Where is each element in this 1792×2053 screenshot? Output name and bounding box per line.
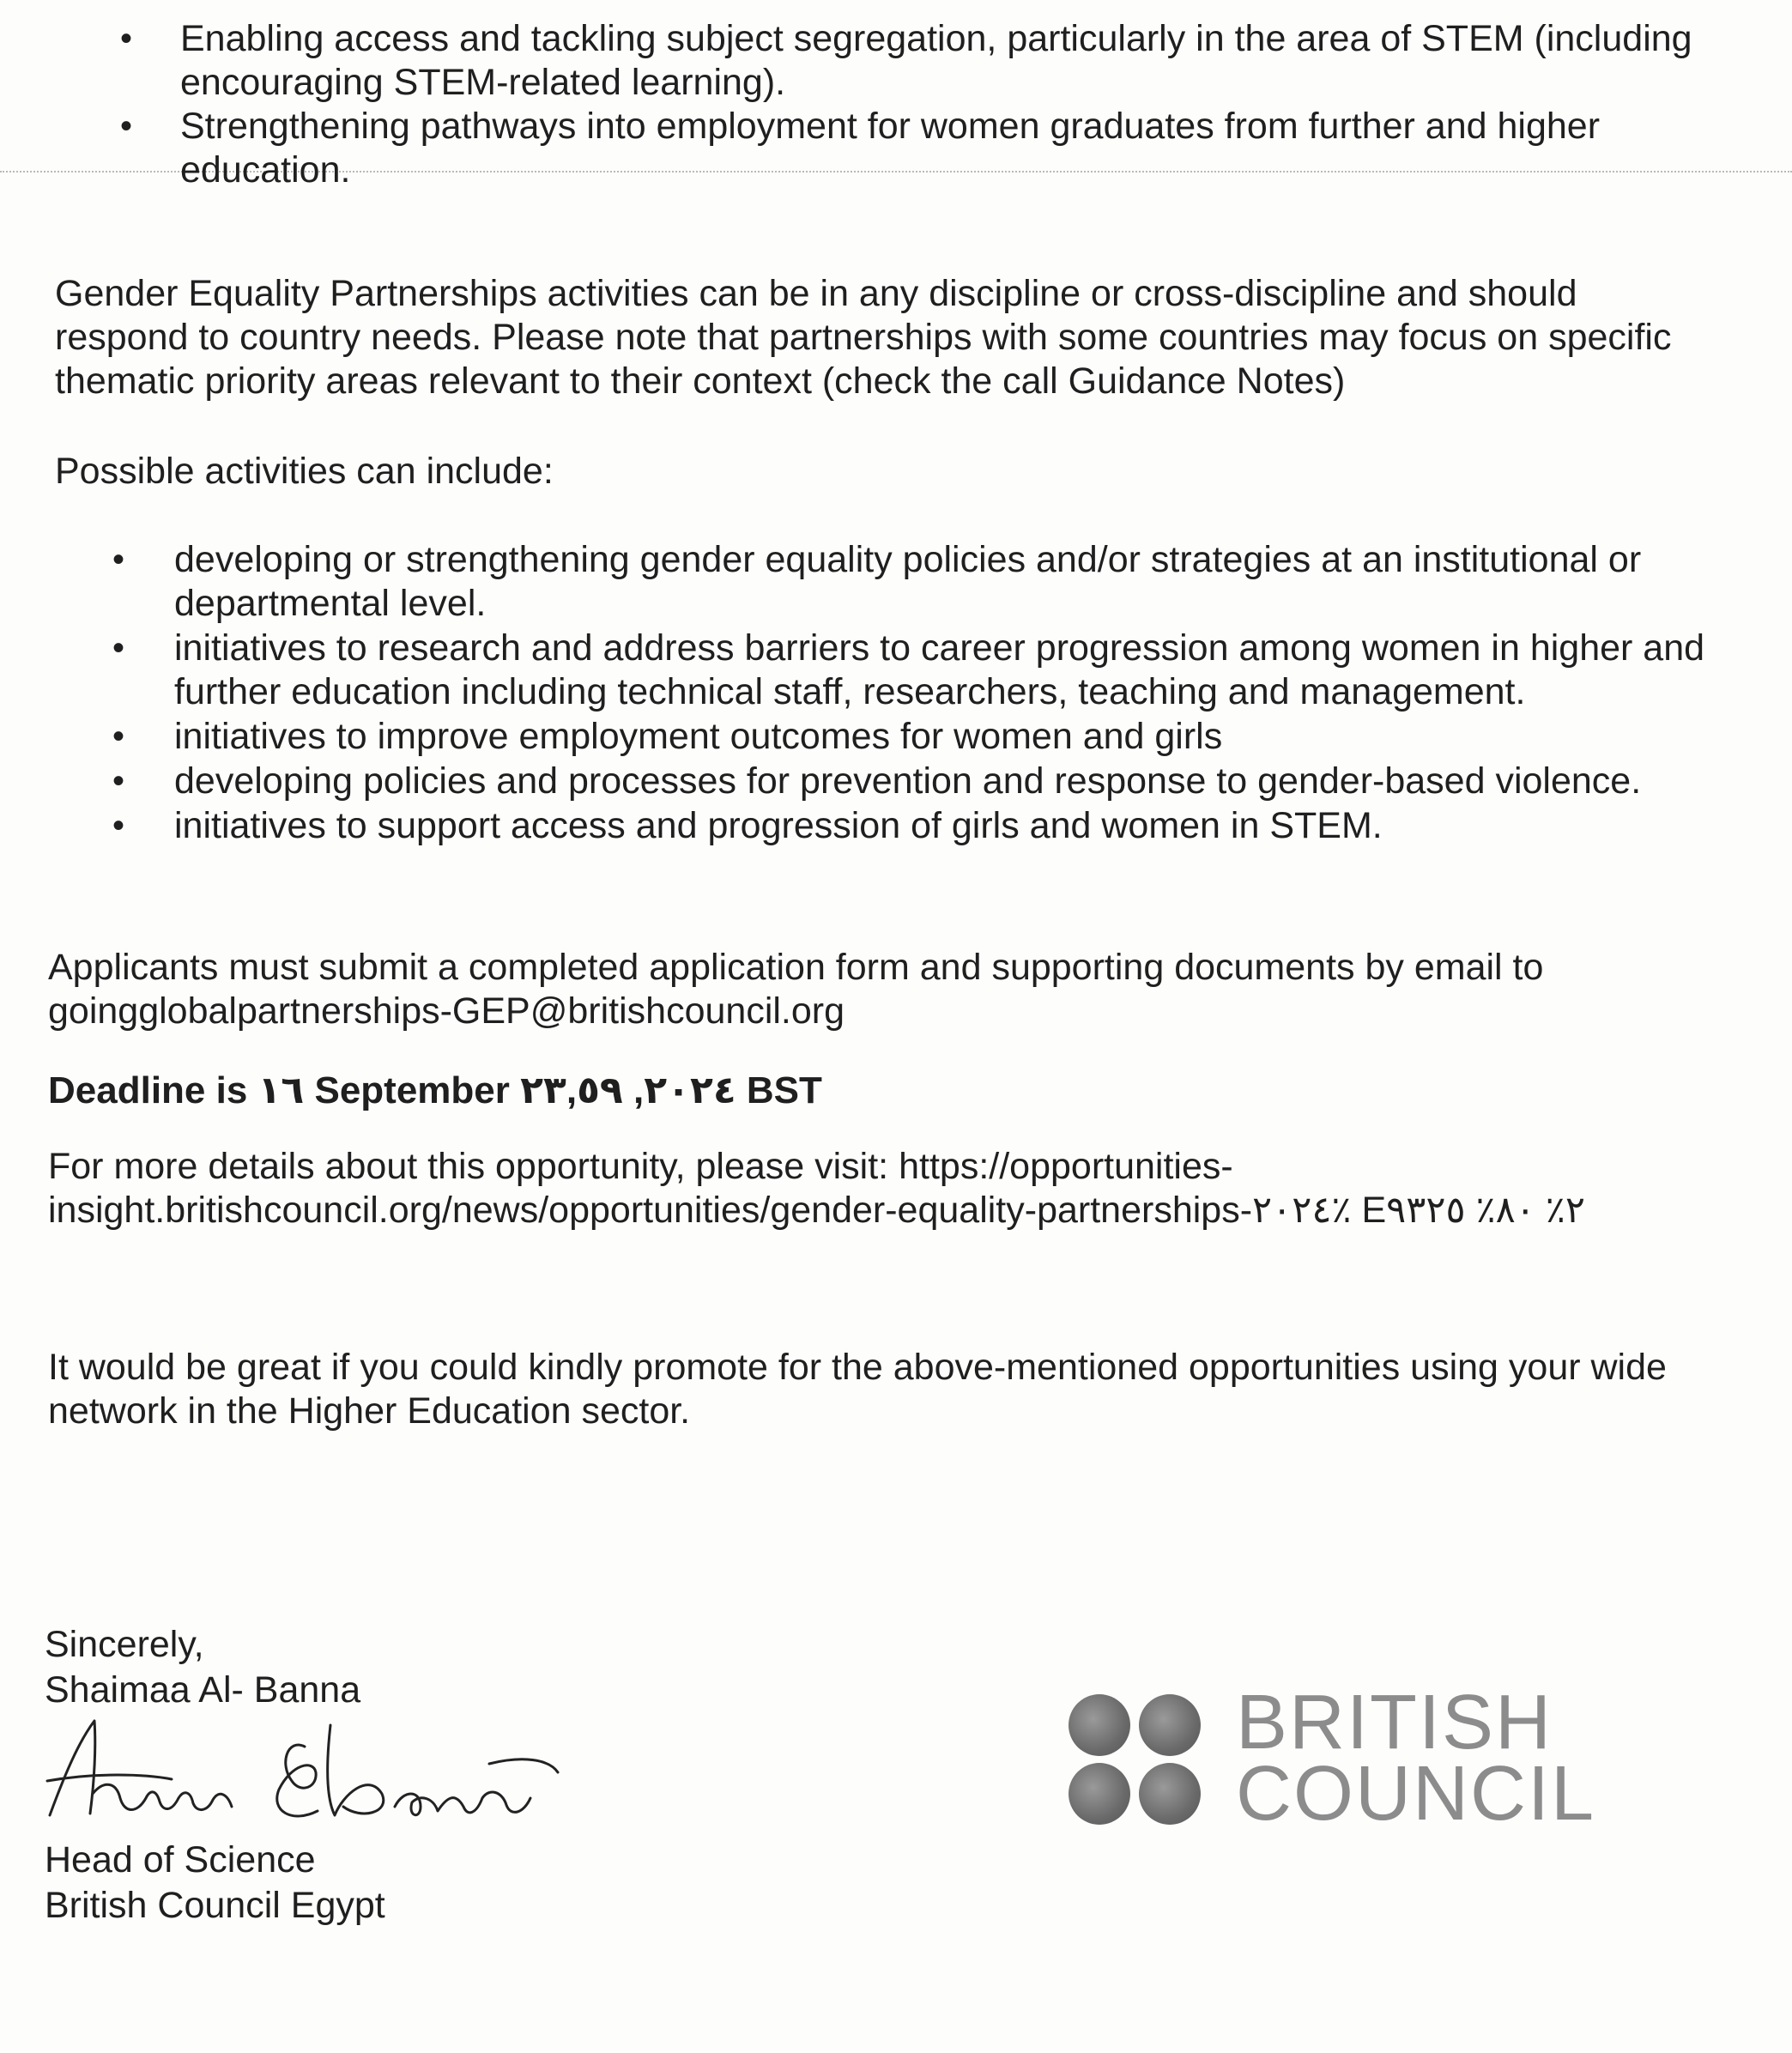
logo-dot-icon [1139,1763,1201,1825]
details-url-link[interactable]: https://opportunities-insight.britishcouncil.org/news/opportunities/gender-equality-partnerships-٢٠٢٤٪ E٢٪ ٨٠٪ ٩٣٢٥ [48,1146,1585,1231]
logo-dot-icon [1069,1763,1130,1825]
email-link[interactable]: goingglobalpartnerships-GEP@britishcouncil.org [48,990,845,1032]
logo-line-1: BRITISH [1236,1680,1553,1765]
promote-paragraph: It would be great if you could kindly promote for the above-mentioned opportunities using your wide network in the Higher Education sector. [48,1347,1667,1432]
signer-name: Shaimaa Al- Banna [45,1669,361,1711]
signoff-block [45,1622,645,1713]
submission-paragraph [48,946,1679,1033]
list-item: • initiatives to research and address barriers to career progression among women in higher and further education including technical staff, researchers, teaching and management. [57,627,1739,714]
list-item: • Strengthening pathways into employment for women graduates from further and higher education. [58,105,1723,192]
logo-dot-icon [1069,1694,1130,1756]
intro-paragraph: Gender Equality Partnerships activities can be in any discipline or cross-discipline and should respond to country needs. Please note that partnerships with some countries may focus on specific thematic priority areas relevant to their context (check the call Guidance Notes) [55,273,1672,402]
signer-organization: British Council Egypt [45,1885,385,1926]
top-bullet-list [58,17,1723,192]
list-item: • developing or strengthening gender equality policies and/or strategies at an institutional or departmental level. [57,538,1739,626]
activities-list [57,538,1739,848]
list-item: • initiatives to support access and progression of girls and women in STEM. [57,804,1739,848]
list-item: • developing policies and processes for prevention and response to gender-based violence. [57,760,1739,803]
logo-line-2: COUNCIL [1236,1751,1596,1837]
handwritten-signature [43,1712,566,1832]
signer-title-block [45,1838,645,1929]
signoff: Sincerely, [45,1624,204,1665]
activities-heading: Possible activities can include: [55,451,554,492]
list-item: • initiatives to improve employment outcomes for women and girls [57,715,1739,759]
signer-title: Head of Science [45,1839,316,1880]
details-paragraph [48,1145,1747,1232]
logo-dot-icon [1139,1694,1201,1756]
list-item: • Enabling access and tackling subject segregation, particularly in the area of STEM (including encouraging STEM-related learning). [58,17,1723,105]
british-council-logo [1069,1680,1601,1837]
details-text: For more details about this opportunity, please visit: [48,1146,889,1187]
deadline: Deadline is ١٦ September ٢٠٢٤, ٢٣,٥٩ BST [48,1069,822,1111]
submission-text: Applicants must submit a completed application form and supporting documents by email to [48,947,1544,988]
